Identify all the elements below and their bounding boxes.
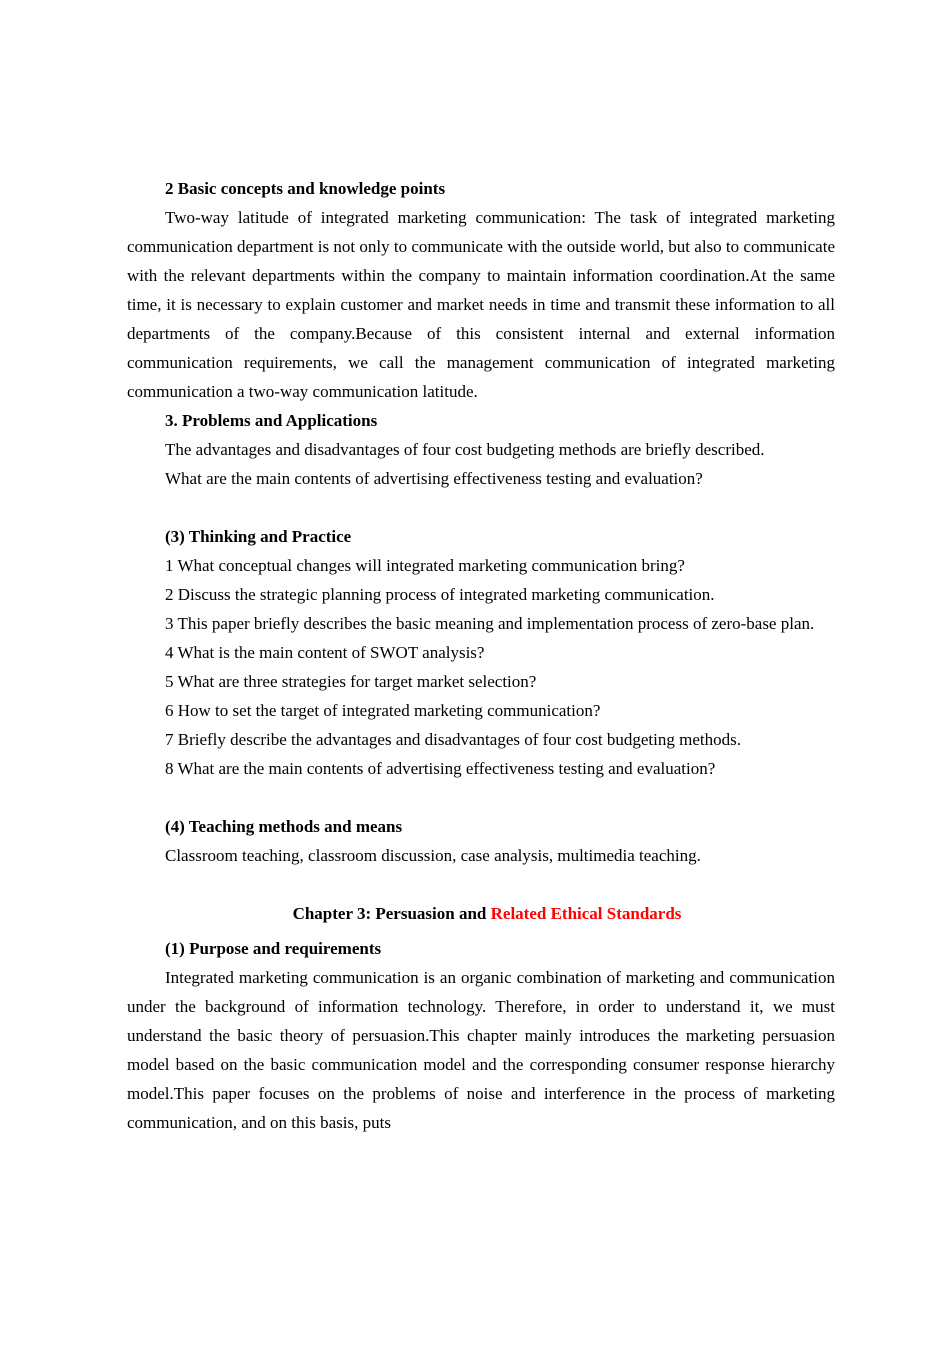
chapter-title-black: Chapter 3: Persuasion and [292,904,491,923]
paragraph-two-way-latitude: Two-way latitude of integrated marketing communication: The task of integrated marketing communication department is not only to communicate with the outside world, but also to communicate with the relevant departments within the company to maintain information coordination.At the same time, it is necessary to explain customer and market needs in time and transmit these information to all departments of the company.Because of this consistent internal and external information communication requirements, we call the management communication of integrated marketing communication a two-way communication latitude. [127,208,835,401]
thinking-item-5: 5 What are three strategies for target market selection? [165,672,537,691]
chapter-title-red: Related Ethical Standards [490,904,682,923]
section-heading-thinking-practice: (3) Thinking and Practice [165,527,352,546]
thinking-item-8: 8 What are the main contents of advertising effectiveness testing and evaluation? [165,759,716,778]
document-page [127,174,835,1137]
problem-line-2: What are the main contents of advertising effectiveness testing and evaluation? [165,469,703,488]
problem-line-1: The advantages and disadvantages of four cost budgeting methods are briefly described. [165,440,765,459]
thinking-item-7: 7 Briefly describe the advantages and disadvantages of four cost budgeting methods. [165,730,741,749]
teaching-methods-line: Classroom teaching, classroom discussion, case analysis, multimedia teaching. [165,846,701,865]
section-heading-basic-concepts: 2 Basic concepts and knowledge points [165,179,446,198]
section-heading-problems-applications: 3. Problems and Applications [165,411,378,430]
spacer [127,493,835,522]
spacer [127,870,835,899]
section-heading-purpose-requirements: (1) Purpose and requirements [165,939,382,958]
thinking-item-2: 2 Discuss the strategic planning process of integrated marketing communication. [165,585,715,604]
thinking-item-1: 1 What conceptual changes will integrated marketing communication bring? [165,556,685,575]
thinking-item-4: 4 What is the main content of SWOT analysis? [165,643,485,662]
spacer [127,783,835,812]
paragraph-persuasion-intro: Integrated marketing communication is an organic combination of marketing and communication under the background of information technology. Therefore, in order to understand it, we must understand the basic theory of persuasion.This chapter mainly introduces the marketing persuasion model based on the basic communication model and the corresponding consumer response hierarchy model.This paper focuses on the problems of noise and interference in the process of marketing communication, and on this basis, puts [127,968,835,1132]
section-heading-teaching-methods: (4) Teaching methods and means [165,817,403,836]
chapter-title [127,899,835,928]
thinking-item-3: 3 This paper briefly describes the basic meaning and implementation process of zero-base plan. [165,614,815,633]
thinking-item-6: 6 How to set the target of integrated marketing communication? [165,701,601,720]
